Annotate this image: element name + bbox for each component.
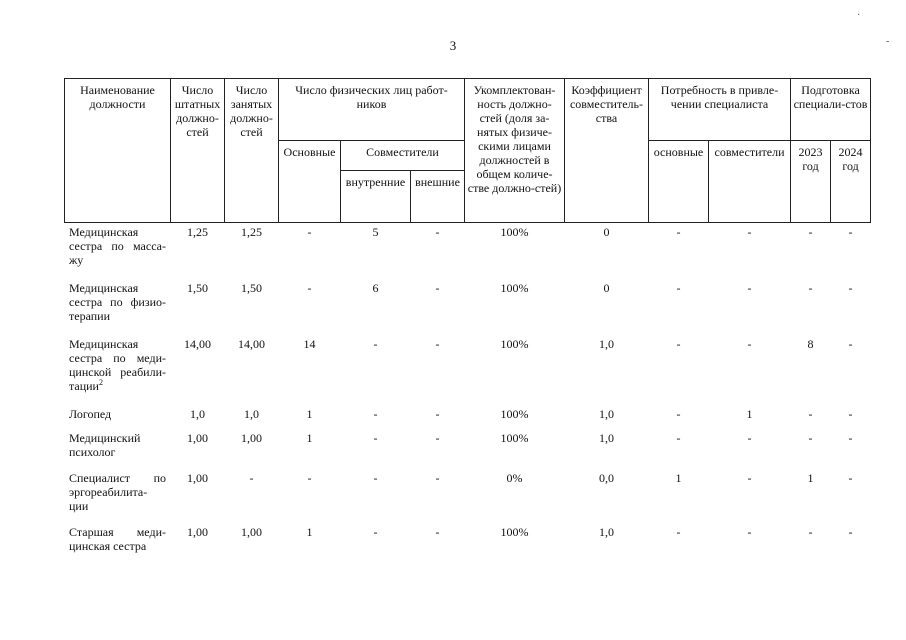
footnote-marker: 2 [98, 378, 103, 387]
header-year-2023: 2023 год [791, 141, 831, 223]
cell-staffing: 100% [500, 431, 529, 445]
cell-occupied: 14,00 [238, 337, 265, 351]
cell-name: Старшая меди-цинская сестра [69, 525, 166, 553]
cell-2024: - [848, 281, 853, 295]
cell-need-main: - [676, 337, 681, 351]
cell-2024: - [848, 407, 853, 421]
cell-2023: - [808, 281, 813, 295]
cell-occupied: 1,0 [244, 407, 259, 421]
cell-2023: - [808, 525, 813, 539]
cell-main: 1 [306, 525, 313, 539]
cell-need-main: - [676, 281, 681, 295]
cell-staffing: 100% [500, 337, 529, 351]
header-internal: внутренние [341, 171, 411, 223]
cell-need-part: - [747, 281, 752, 295]
cell-name [65, 335, 171, 405]
cell-occupied: 1,50 [241, 281, 262, 295]
header-staff-positions: Число штатных должно-стей [171, 79, 225, 223]
scan-mark: · [857, 10, 861, 21]
header-year-2024: 2024 год [831, 141, 871, 223]
cell-internal: - [373, 525, 378, 539]
cell-2024: - [848, 471, 853, 485]
cell-ratio: 0 [603, 225, 610, 239]
cell-need-part: - [747, 525, 752, 539]
cell-2024: - [848, 525, 853, 539]
cell-main: - [307, 281, 312, 295]
cell-need-part: 1 [746, 407, 753, 421]
cell-occupied: 1,25 [241, 225, 262, 239]
cell-staff: 1,0 [190, 407, 205, 421]
header-need: Потребность в привле-чении специалиста [649, 79, 791, 141]
cell-internal: - [373, 431, 378, 445]
page-number: 3 [449, 38, 457, 53]
header-main: Основные [279, 141, 341, 223]
cell-staffing: 100% [500, 281, 529, 295]
cell-main: 1 [306, 431, 313, 445]
header-individuals: Число физических лиц работ-ников [279, 79, 465, 141]
header-part-timers: Совместители [341, 141, 465, 171]
cell-staff: 1,50 [187, 281, 208, 295]
cell-internal: - [373, 471, 378, 485]
cell-external: - [435, 431, 440, 445]
cell-internal: 6 [372, 281, 379, 295]
cell-external: - [435, 337, 440, 351]
header-part-time-ratio: Коэффициент совместитель-ства [565, 79, 649, 223]
header-need-main: основные [649, 141, 709, 223]
cell-2023: 1 [807, 471, 814, 485]
cell-staffing: 100% [500, 525, 529, 539]
cell-name: Медицинская сестра по масса-жу [69, 225, 166, 267]
cell-ratio: 1,0 [599, 431, 614, 445]
cell-name: Медицинская сестра по физио-терапии [69, 281, 166, 323]
cell-need-main: - [676, 525, 681, 539]
cell-ratio: 1,0 [599, 407, 614, 421]
table-row [65, 405, 871, 429]
header-occupied-positions: Число занятых должно-стей [225, 79, 279, 223]
cell-2023: - [808, 431, 813, 445]
cell-main: - [307, 471, 312, 485]
cell-main: 14 [303, 337, 316, 351]
cell-occupied: 1,00 [241, 431, 262, 445]
cell-2023: - [808, 407, 813, 421]
cell-staff: 1,00 [187, 431, 208, 445]
cell-staffing: 0% [506, 471, 523, 485]
cell-staff: 14,00 [184, 337, 211, 351]
cell-external: - [435, 407, 440, 421]
cell-name: Медицинский психолог [69, 431, 141, 459]
cell-external: - [435, 225, 440, 239]
table-row [65, 429, 871, 469]
cell-staffing: 100% [500, 225, 529, 239]
cell-need-main: 1 [675, 471, 682, 485]
table-body [65, 223, 871, 568]
scan-mark: - [886, 36, 890, 47]
header-name: Наименование должности [65, 79, 171, 223]
cell-2024: - [848, 337, 853, 351]
cell-main: - [307, 225, 312, 239]
table-row [65, 279, 871, 335]
cell-staff: 1,00 [187, 471, 208, 485]
cell-name-text: Медицинская сестра по меди-цинской реабили-тации [69, 337, 166, 393]
cell-ratio: 1,0 [599, 525, 614, 539]
cell-ratio: 1,0 [599, 337, 614, 351]
cell-occupied: - [249, 471, 254, 485]
cell-ratio: 0 [603, 281, 610, 295]
cell-staff: 1,25 [187, 225, 208, 239]
cell-external: - [435, 281, 440, 295]
cell-internal: 5 [372, 225, 379, 239]
cell-need-part: - [747, 431, 752, 445]
cell-need-main: - [676, 407, 681, 421]
cell-2023: 8 [807, 337, 814, 351]
table-header [65, 79, 871, 223]
cell-main: 1 [306, 407, 313, 421]
cell-internal: - [373, 337, 378, 351]
cell-name: Специалист по эргореабилита-ции [69, 471, 166, 513]
cell-external: - [435, 525, 440, 539]
cell-staff: 1,00 [187, 525, 208, 539]
cell-need-part: - [747, 471, 752, 485]
cell-2023: - [808, 225, 813, 239]
table-row [65, 469, 871, 523]
cell-internal: - [373, 407, 378, 421]
table-row [65, 223, 871, 280]
header-staffing-level: Укомплектован-ность должно-стей (доля за-нятых физиче-скими лицами должностей в общем количе-стве должно-стей) [465, 79, 565, 223]
header-need-part: совместители [709, 141, 791, 223]
table-row [65, 523, 871, 567]
cell-2024: - [848, 431, 853, 445]
header-training: Подготовка специали-стов [791, 79, 871, 141]
cell-ratio: 0,0 [599, 471, 614, 485]
cell-need-part: - [747, 225, 752, 239]
cell-2024: - [848, 225, 853, 239]
table-row [65, 335, 871, 405]
header-external: внешние [411, 171, 465, 223]
cell-need-part: - [747, 337, 752, 351]
cell-name: Логопед [69, 407, 112, 421]
cell-staffing: 100% [500, 407, 529, 421]
cell-occupied: 1,00 [241, 525, 262, 539]
cell-need-main: - [676, 225, 681, 239]
staffing-table [64, 78, 871, 567]
cell-need-main: - [676, 431, 681, 445]
cell-external: - [435, 471, 440, 485]
